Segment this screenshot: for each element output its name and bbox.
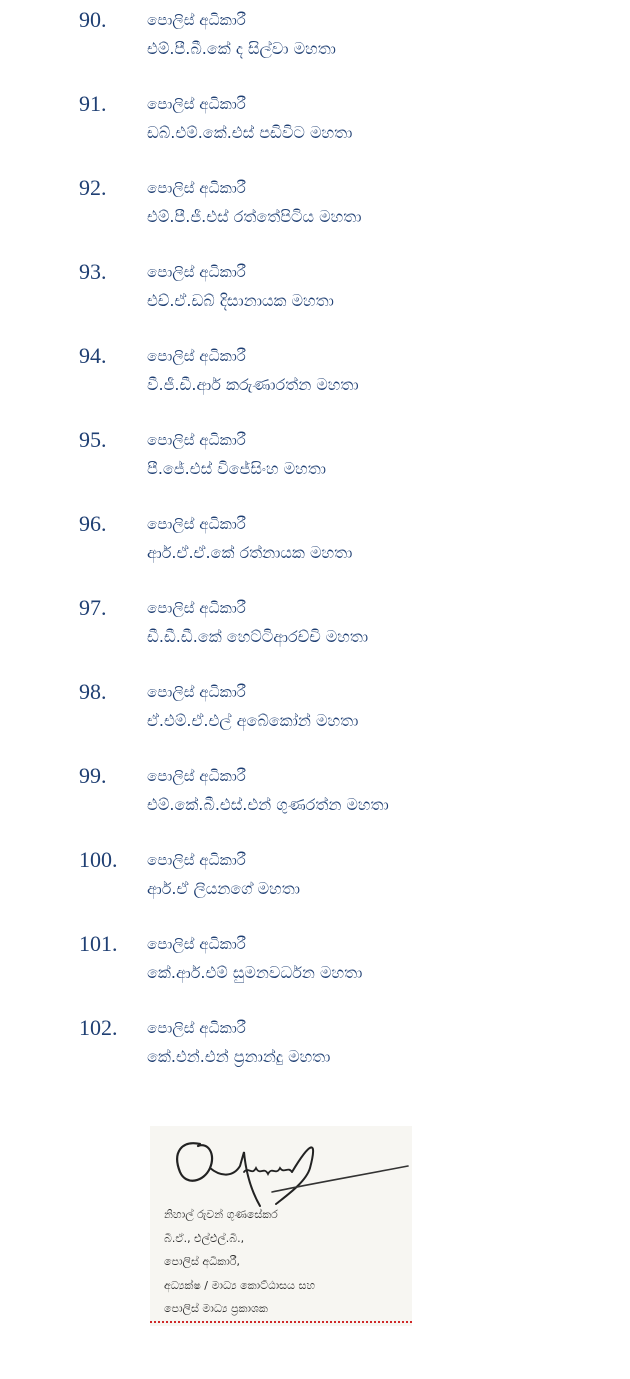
list-item (0, 762, 630, 822)
item-number: 96. (79, 511, 107, 536)
item-number: 95. (79, 427, 107, 452)
list-item (0, 342, 630, 402)
item-number: 90. (79, 7, 107, 32)
item-rank: පොලිස් අධිකාරී (147, 683, 246, 701)
list-item (0, 930, 630, 990)
item-number: 92. (79, 175, 107, 200)
signatory-details (164, 1203, 315, 1321)
item-name: ඒ.එම්.ඒ.එල් අබේකෝන් මහතා (147, 711, 359, 730)
item-name: කේ.එන්.එන් ප්‍රනාන්දු මහතා (147, 1047, 331, 1066)
item-number: 98. (79, 679, 107, 704)
list-item (0, 1014, 630, 1074)
signatory-rank: පොලිස් අධිකාරී, (164, 1255, 240, 1268)
list-item (0, 846, 630, 906)
handwritten-signature (160, 1132, 410, 1214)
signatory-qualifications: බී.ඒ., එල්එල්.බී., (164, 1231, 245, 1245)
item-rank: පොලිස් අධිකාරී (147, 935, 246, 953)
list-item (0, 426, 630, 486)
item-name: ආර්.ඒ.ඒ.කේ රත්නායක මහතා (147, 543, 353, 562)
item-number: 102. (79, 1015, 118, 1040)
item-name: ඩබ්.එම්.කේ.එස් පඩිවිට මහතා (147, 123, 353, 142)
item-rank: පොලිස් අධිකාරී (147, 767, 246, 785)
item-name: එච්.ඒ.ඩබ් දිසානායක මහතා (147, 291, 334, 310)
signatory-name: නිහාල් රුවන් ගුණසේකර (164, 1208, 278, 1221)
list-item (0, 678, 630, 738)
list-item (0, 174, 630, 234)
item-rank: පොලිස් අධිකාරී (147, 95, 246, 113)
item-number: 93. (79, 259, 107, 284)
item-name: එම්.පී.ජී.එස් රත්තේපිටිය මහතා (147, 207, 362, 226)
item-number: 101. (79, 931, 118, 956)
list-item (0, 6, 630, 66)
item-rank: පොලිස් අධිකාරී (147, 851, 246, 869)
list-item (0, 594, 630, 654)
item-name: එම්.කේ.බී.එස්.එන් ගුණරත්න මහතා (147, 795, 389, 814)
item-name: එම්.පී.බී.කේ ද සිල්වා මහතා (147, 39, 336, 58)
item-number: 100. (79, 847, 118, 872)
item-rank: පොලිස් අධිකාරී (147, 431, 246, 449)
item-number: 97. (79, 595, 107, 620)
item-rank: පොලිස් අධිකාරී (147, 599, 246, 617)
list-item (0, 258, 630, 318)
signature-block (150, 1126, 412, 1326)
item-name: ඩී.ඩී.ඩී.කේ හෙට්ටිආරච්චි මහතා (147, 627, 369, 646)
item-number: 94. (79, 343, 107, 368)
list-item (0, 510, 630, 570)
item-rank: පොලිස් අධිකාරී (147, 11, 246, 29)
item-number: 91. (79, 91, 107, 116)
item-name: ආර්.ඒ ලියනගේ මහතා (147, 879, 301, 898)
item-name: පී.ජේ.එස් විජේසිංහ මහතා (147, 459, 326, 478)
item-rank: පොලිස් අධිකාරී (147, 179, 246, 197)
signatory-position: අධ්‍යක්ෂ / මාධ්‍ය කොට්ඨාසය සහ (164, 1278, 316, 1292)
item-rank: පොලිස් අධිකාරී (147, 347, 246, 365)
list-item (0, 90, 630, 150)
item-number: 99. (79, 763, 107, 788)
item-rank: පොලිස් අධිකාරී (147, 263, 246, 281)
item-name: කේ.ආර්.එම් සුමනවර්ධන මහතා (147, 963, 363, 982)
item-rank: පොලිස් අධිකාරී (147, 1019, 246, 1037)
signatory-role: පොලිස් මාධ්‍ය ප්‍රකාශක (164, 1302, 268, 1315)
dotted-divider (150, 1321, 412, 1323)
item-rank: පොලිස් අධිකාරී (147, 515, 246, 533)
item-name: වී.ජී.ඩී.ආර් කරුණාරත්න මහතා (147, 375, 359, 394)
